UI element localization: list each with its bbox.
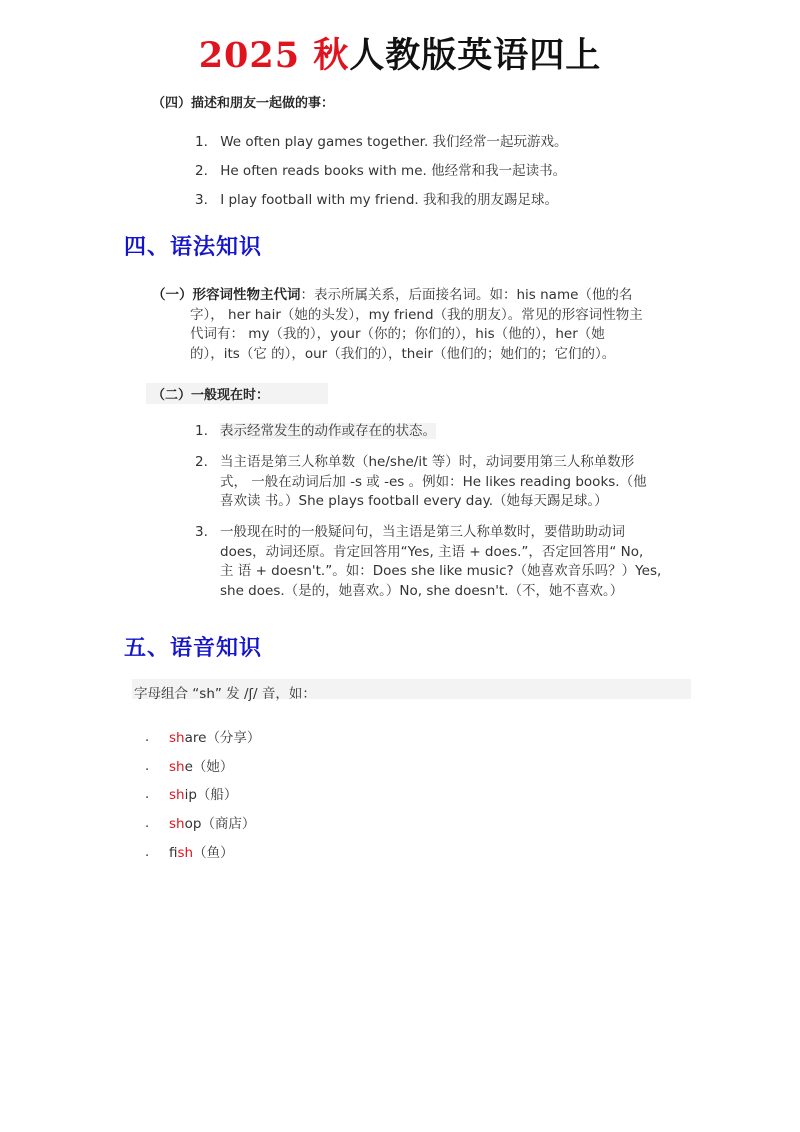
word-translation: （商店）: [201, 816, 256, 832]
para-line: 字）， her hair（她的头发），my friend（我的朋友）。常见的形容词性物主: [190, 306, 643, 323]
part1-label: （一）形容词性物主代词: [152, 287, 301, 303]
item-text: I play football with my friend. 我和我的朋友踢足球。: [220, 192, 558, 208]
word-suffix: e: [184, 759, 193, 775]
word-translation: （她）: [192, 759, 234, 775]
rule-line: she does.（是的，她喜欢。）No, she doesn't.（不，她不喜欢。）: [220, 582, 624, 599]
para-line: ：表示所属关系，后面接名词。如：his name（他的名: [300, 287, 633, 303]
item-text: We often play games together. 我们经常一起玩游戏。: [220, 134, 568, 150]
word-suffix: ip: [184, 787, 197, 803]
word-highlight: sh: [177, 845, 194, 861]
rule-line: 主 语 + doesn't.”。如：Does she like music?（她喜欢音乐吗？）Yes,: [220, 563, 662, 579]
word-prefix: fi: [169, 845, 178, 861]
word-translation: （船）: [196, 787, 238, 803]
rule-line: 表示经常发生的动作或存在的状态。: [220, 423, 436, 439]
rule-line: 喜欢读 书。）She plays football every day.（她每天踢足球。）: [220, 493, 608, 509]
word-highlight: sh: [169, 759, 185, 775]
word-suffix: are: [184, 730, 207, 746]
word-list-item: [145, 812, 256, 832]
rule-item: [195, 422, 695, 442]
word-list-item: [145, 841, 234, 861]
rule-number: 2.: [195, 454, 208, 470]
title-main: 人教版英语四上: [349, 35, 602, 76]
list-bullet: .: [145, 816, 150, 831]
word-suffix: op: [184, 816, 202, 832]
grammar-heading: 四、语法知识: [124, 234, 263, 260]
item-text: He often reads books with me. 他经常和我一起读书。: [220, 163, 567, 179]
activity-item: [195, 159, 566, 179]
list-bullet: .: [145, 787, 150, 802]
rule-line: 式， 一般在动词后加 -s 或 -es 。例如：He likes reading books.（他: [220, 473, 647, 490]
para-line: 代词有： my（我的），your（你的；你们的），his（他的），her（她: [190, 326, 605, 342]
word-list-item: [145, 726, 261, 746]
word-list-item: [145, 755, 234, 775]
rule-item: [195, 453, 695, 512]
word-highlight: sh: [169, 730, 185, 746]
word-highlight: sh: [169, 816, 185, 832]
possessive-pronoun-paragraph: [152, 286, 692, 364]
item-number: 3.: [195, 192, 208, 208]
rule-item: [195, 523, 695, 601]
phonics-intro: 字母组合 “sh” 发 /ʃ/ 音，如：: [134, 686, 316, 702]
item-number: 1.: [195, 134, 208, 150]
activity-item: [195, 188, 558, 208]
word-highlight: sh: [169, 787, 185, 803]
rule-line: 一般现在时的一般疑问句，当主语是第三人称单数时，要借助助动词: [220, 524, 625, 540]
rule-number: 1.: [195, 423, 208, 439]
title-year: 2025 秋: [198, 35, 350, 76]
word-list-item: [145, 783, 238, 803]
part2-label: （二）一般现在时：: [146, 383, 328, 404]
list-bullet: .: [145, 759, 150, 774]
list-bullet: .: [145, 845, 150, 860]
rule-line: does，动词还原。肯定回答用“Yes, 主语 + does.”，否定回答用“ No,: [220, 543, 644, 560]
list-bullet: .: [145, 730, 150, 745]
item-number: 2.: [195, 163, 208, 179]
page-title: [0, 28, 800, 78]
rule-line: 当主语是第三人称单数（he/she/it 等）时，动词要用第三人称单数形: [220, 454, 635, 470]
word-translation: （分享）: [206, 730, 261, 746]
section4-subheading: （四）描述和朋友一起做的事：: [152, 96, 335, 111]
phonics-heading: 五、语音知识: [124, 635, 263, 661]
word-translation: （鱼）: [193, 845, 234, 861]
rule-number: 3.: [195, 524, 208, 540]
activity-item: [195, 130, 568, 150]
para-line: 的），its（它 的），our（我们的），their（他们的；她们的；它们的）。: [190, 345, 616, 362]
